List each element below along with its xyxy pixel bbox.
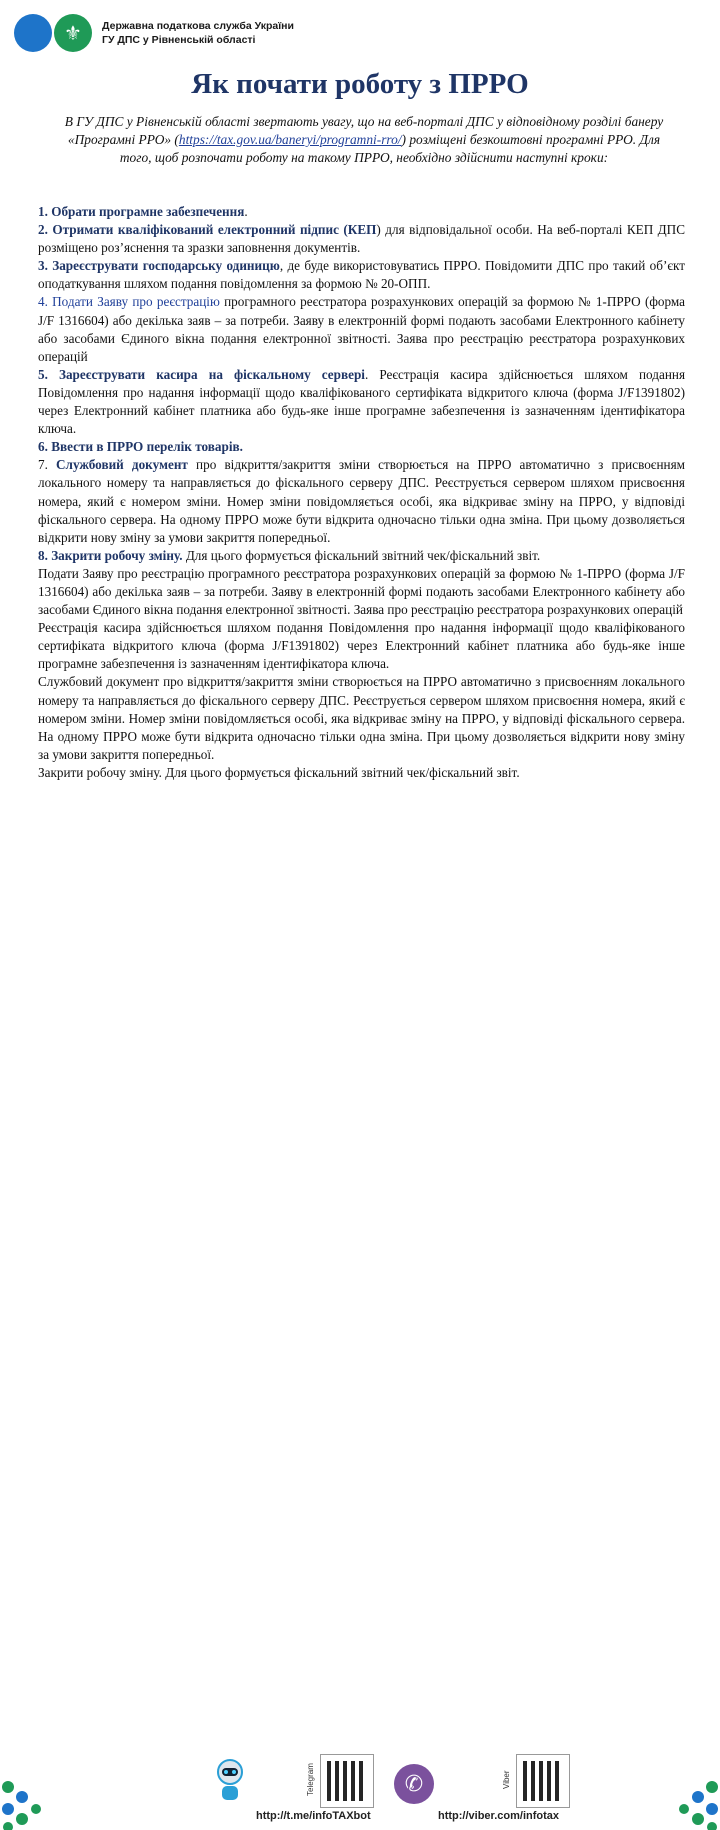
decorative-dots-left-icon	[0, 1775, 50, 1830]
chatbot-robot-icon	[212, 1758, 248, 1804]
step-7	[38, 456, 685, 546]
step-4-heading: 4. Подати Заяву про реєстрацію	[38, 294, 220, 310]
step-5-heading: 5. Зареєструвати касира на фіскальному сервері	[38, 366, 365, 382]
step-8	[38, 547, 685, 565]
page-header	[14, 6, 294, 60]
step-6	[38, 438, 685, 456]
step-1	[38, 203, 685, 221]
step-6-heading: 6. Ввести в ПРРО перелік товарів.	[38, 439, 243, 455]
step-8-heading: 8. Закрити робочу зміну.	[38, 547, 183, 563]
step-7-text: про відкриття/закриття зміни створюється на ПРРО автоматично з присвоєнням локального номеру та направляється до фіскального серверу ДПС. Реєструється сервером шляхом присвоєння номера, який є номером зміни. Номер зміни повідомляється особі, яка відкриває зміну на ПРРО, у відповіді фіскального сервера. На одному ПРРО може бути відкрита одночасно тільки одна зміна. При цьому дозволяється відкрити нову зміну за умови закриття попередньої.	[38, 457, 685, 545]
repeat-paragraph-4: Закрити робочу зміну. Для цього формується фіскальний звітний чек/фіскальний звіт.	[38, 764, 520, 780]
intro-text-start: В ГУ ДПС у Рівненській області звертають увагу, що на веб-порталі ДПС у відповідному розділі банеру «Програмні РРО» (	[64, 114, 664, 147]
org-line-1: Державна податкова служба України	[102, 20, 294, 32]
steps-content	[38, 203, 685, 782]
org-line-2: ГУ ДПС у Рівненській області	[102, 34, 256, 46]
step-1-text: .	[244, 204, 248, 219]
tax-service-logo-icon	[14, 14, 52, 52]
trident-emblem-icon: ⚜	[54, 14, 92, 52]
step-5-text: . Реєстрація касира здійснюється шляхом подання Повідомлення про надання інформації щодо кваліфікованого сертифіката відкритого ключа (форма J/F1391802) через Електронний кабінет платника або будь-яке інше програмне забезпечення із зазначенням ідентифікатора ключа.	[38, 366, 686, 437]
telegram-bot-link[interactable]: http://t.me/infoTAXbot	[256, 1810, 371, 1822]
decorative-dots-right-icon	[670, 1775, 720, 1830]
intro-text-end: ) розміщені безкоштовні програмні РРО. Для того, щоб розпочати роботу на такому ПРРО, необхідно здійснити наступні кроки:	[119, 132, 661, 165]
page-title: Як почати роботу з ПРРО	[191, 68, 529, 100]
step-3	[38, 257, 685, 293]
viber-label: Viber	[502, 1770, 511, 1790]
step-4	[38, 293, 685, 365]
viber-qr-code[interactable]	[516, 1754, 570, 1808]
step-4-text: програмного реєстратора розрахункових операцій за формою № 1-ПРРО (форма J/F 1316604) або декілька заяв – за потреби. Заяву в електронній формі подають засобами Електронного кабінету або засобами Єдиного вікна подання електронної звітності. Заява про реєстрацію реєстратора розрахункових операцій	[38, 294, 686, 364]
programni-rro-link[interactable]: https://tax.gov.ua/baneryi/programni-rro/	[178, 132, 402, 147]
step-5	[38, 366, 685, 438]
step-7-heading: Службовий документ	[56, 457, 188, 473]
repeat-paragraph-2: Реєстрація касира здійснюється шляхом подання Повідомлення про надання інформації щодо кваліфікованого сертифіката відкритого ключа (форма J/F1391802) через Електронний кабінет платника або будь-яке інше програмне забезпечення із зазначенням ідентифікатора ключа.	[38, 620, 685, 672]
step-2-heading: 2. Отримати кваліфікований електронний підпис (КЕП	[38, 222, 377, 238]
step-3-text: , де буде використовуватись ПРРО. Повідомити ДПС про такий об’єкт оподаткування шляхом подання повідомлення за формою № 20-ОПП.	[38, 258, 686, 292]
step-3-heading: 3. Зареєструвати господарську одиницю	[38, 258, 280, 274]
viber-link[interactable]: http://viber.com/infotax	[438, 1810, 560, 1822]
repeat-paragraph-3: Службовий документ про відкриття/закриття зміни створюється на ПРРО автоматично з присвоєнням локального номеру та направляється до фіскального серверу ДПС. Реєструється сервером шляхом присвоєння номера, який є номером зміни. Номер зміни повідомляється особі, яка відкриває зміну на ПРРО, у відповіді фіскального сервера. На одному ПРРО може бути відкрита одночасно тільки одна зміна. При цьому дозволяється відкрити нову зміну за умови закриття попередньої.	[38, 674, 685, 762]
step-7-number: 7.	[38, 457, 57, 473]
page-footer	[0, 870, 720, 1822]
telegram-qr-code[interactable]	[320, 1754, 374, 1808]
repeat-paragraph-1: Подати Заяву про реєстрацію програмного реєстратора розрахункових операцій за формою № 1-ПРРО (форма J/F 1316604) або декілька заяв – за потреби. Заяву в електронній формі подають засобами Електронного кабінету або засобами Єдиного вікна подання електронної звітності. Заява про реєстрацію реєстратора розрахункових операцій	[38, 565, 685, 618]
intro-paragraph	[58, 113, 670, 167]
step-2	[38, 221, 685, 257]
step-8-text: Для цього формується фіскальний звітний чек/фіскальний звіт.	[182, 547, 541, 563]
step-2-text: ) для відповідальної особи. На веб-порталі КЕП ДПС розміщено роз’яснення та зразки заповнення документів.	[38, 222, 685, 256]
organization-name	[102, 19, 294, 47]
step-1-heading: 1. Обрати програмне забезпечення	[38, 204, 245, 219]
viber-icon[interactable]: ✆	[394, 1764, 434, 1804]
telegram-label: Telegram	[306, 1763, 315, 1797]
